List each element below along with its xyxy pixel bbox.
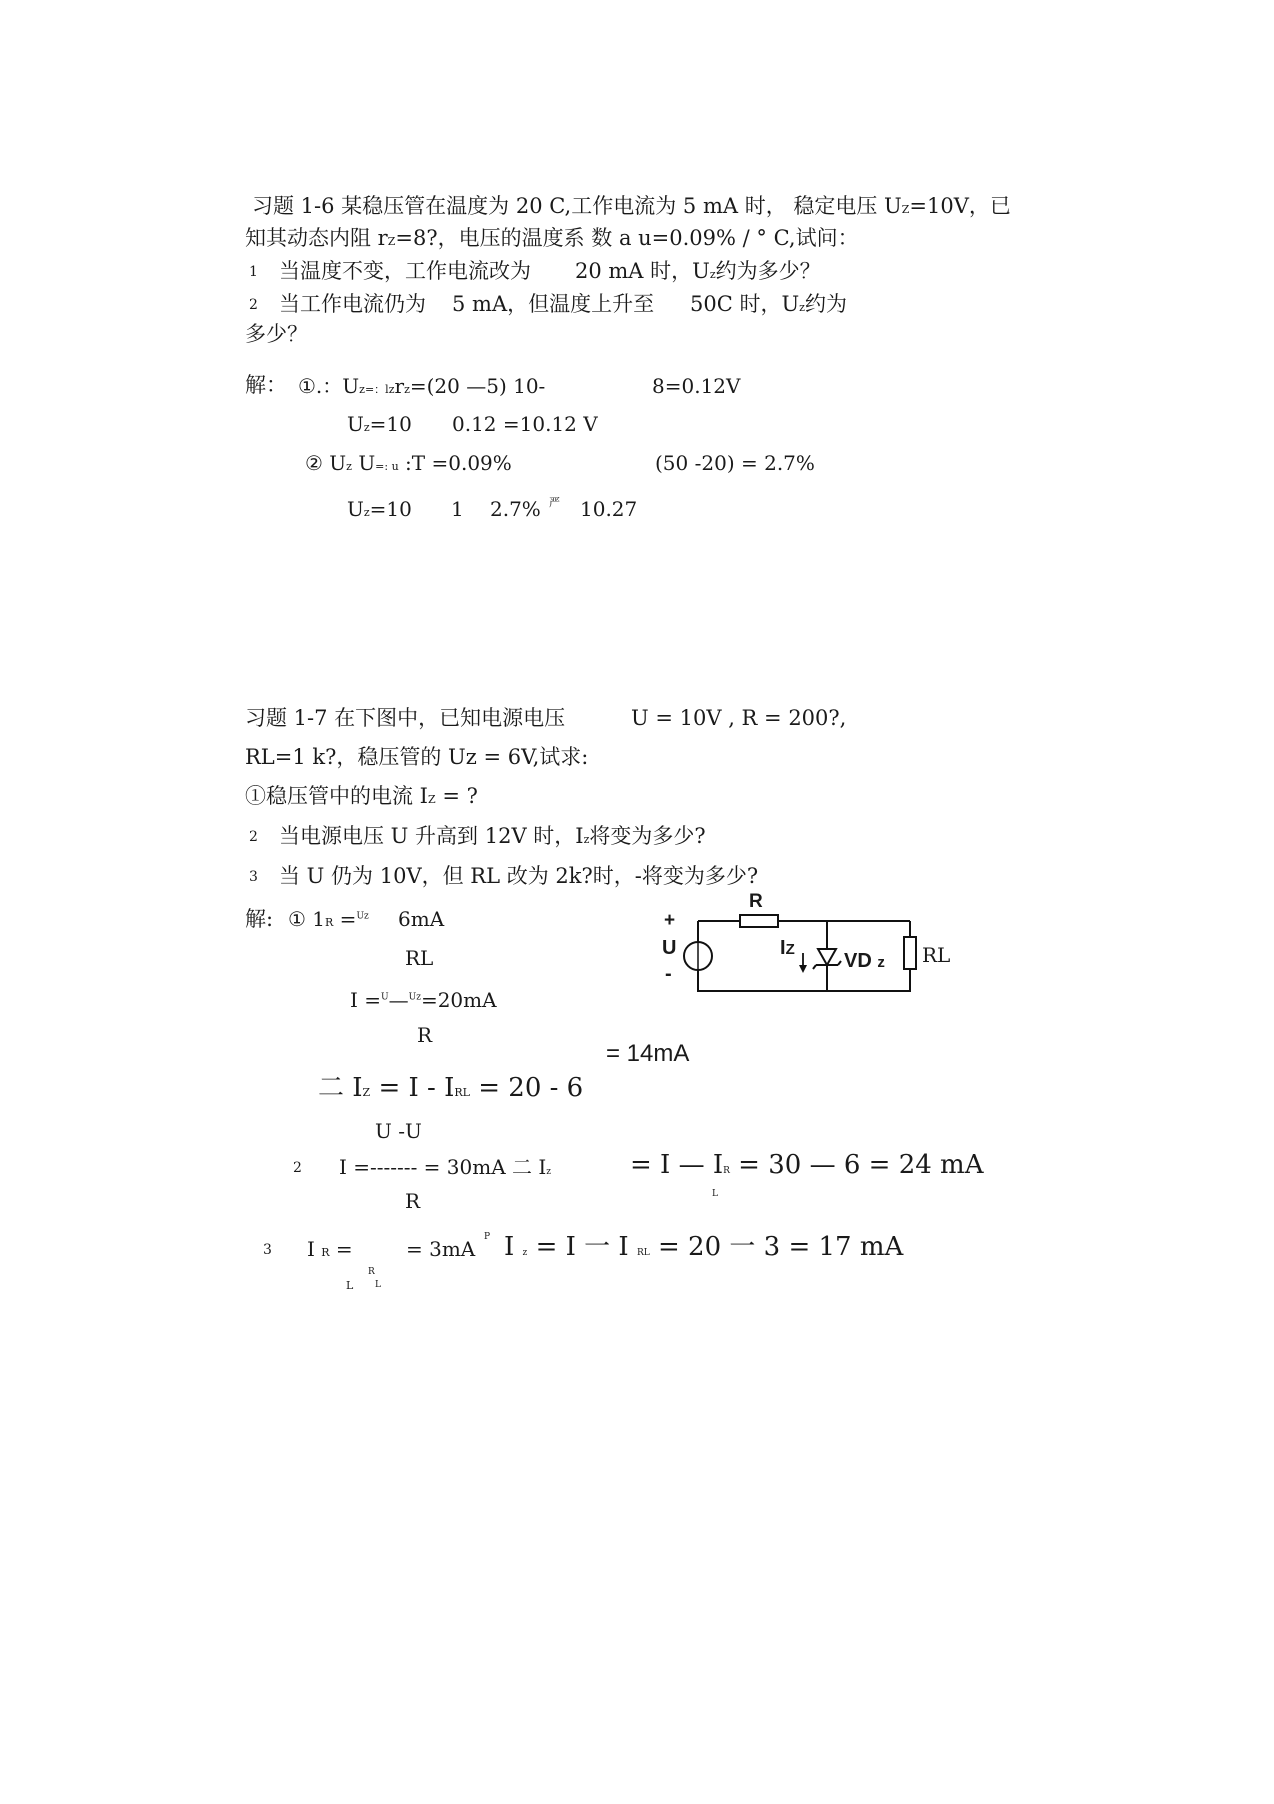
resistor-r [740,915,778,927]
p16-q2-text-c: 50C 时，Uz约为 [690,292,847,316]
p16-line1: 习题 1-6 某稳压管在温度为 20 C,工作电流为 5 mA 时， 稳定电压 UZ=10V，已 [252,194,1011,218]
circuit-r-label: R [749,891,763,912]
circuit-svg [650,895,950,1010]
p17-line1-a: 习题 1-7 在下图中，已知电源电压 [245,706,566,730]
s16-line3-b: (50 -20) = 2.7% [655,451,815,475]
s16-line1-end: 8=0.12V [652,374,741,398]
p17-q3-number: 3 [249,869,258,885]
s17-p2-number: 2 [293,1160,302,1176]
s17-p2-subscript-l: L [712,1189,718,1199]
s17-rl-denominator: RL [405,946,434,970]
s17-r-denominator: R [417,1023,433,1047]
p16-q2-text-e: 多少？ [245,322,308,346]
s17-p3-number: 3 [263,1242,272,1258]
s16-line2-b: 0.12 =10.12 V [452,412,598,436]
circuit-iz-label: IZ [780,937,795,959]
s16-line4-d: 10.27 [580,497,638,521]
s17-p3-den-r: R [368,1267,375,1277]
s17-p3-iz: I z = I 一 I RL = 20 一 3 = 17 mA [504,1232,904,1262]
circuit-minus: - [665,963,672,985]
circuit-rl-label: RL [922,943,951,967]
s17-i-formula: I =$^U$—$^{Uz}$=20mA [350,988,497,1012]
p17-q2: 当电源电压 U 升高到 12V 时，Iz将变为多少? [279,824,706,848]
s16-jie: 解： [245,373,287,397]
s17-iz-formula: 二 IZ = I - IRL = 20 - 6 [318,1073,584,1103]
p16-q1-text-a: 当温度不变，工作电流改为 [279,259,531,283]
s17-p2-denominator: R [405,1189,421,1213]
s17-ir: ① 1R =$^{Uz}$ [288,907,369,931]
s17-p3-den-l2: L [375,1280,381,1290]
s16-line4-mark: 严 [549,496,560,509]
p17-line1-b: U = 10V , R = 200?, [631,706,847,730]
p17-q1: ①稳压管中的电流 IZ = ? [245,784,478,808]
s16-line1: ①.：Uz=：lzrz=(20 —5) 10- [298,374,546,398]
s17-p3-den-l: L [346,1279,354,1292]
p16-q2-text-b: 5 mA，但温度上升至 [452,292,655,316]
circuit-vdz-label: VD z [844,950,885,972]
circuit-u-label: U [662,937,677,959]
s16-line2-a: Uz=10 [347,412,412,436]
s17-u-minus-u: U -U [375,1119,422,1143]
circuit-plus: + [664,910,676,931]
zener-circuit-diagram [650,891,951,1014]
current-arrow-head-icon [799,965,807,973]
zener-diode-icon [818,949,836,965]
p17-q3: 当 U 仍为 10V，但 RL 改为 2k?时，-将变为多少? [279,864,759,888]
s17-ir-value: 6mA [398,907,445,931]
p16-q1-text-b: 20 mA 时，Uz约为多少？ [575,259,821,283]
s16-line3-a: ② Uz U=: u :T =0.09% [305,451,512,475]
s16-line4-c: 2.7% [490,497,541,521]
p17-q2-number: 2 [249,829,258,845]
resistor-rl [904,937,916,969]
s17-p2-b: = I — IR = 30 — 6 = 24 mA [630,1150,984,1180]
p17-line2: RL=1 k?，稳压管的 Uz = 6V,试求: [245,745,589,769]
s17-p2-a: I =------- = 30mA 二 Iz [339,1155,552,1179]
p16-q2-text-a: 当工作电流仍为 [279,292,426,316]
p16-line2: 知其动态内阻 rZ=8?，电压的温度系 数 a u=0.09% / ° C,试问： [245,226,859,250]
s17-p3-mark: P [484,1232,491,1242]
p16-q1-number: 1 [249,264,258,280]
s16-line4-a: Uz=10 [347,497,412,521]
s17-p3-a: I R = [307,1237,353,1261]
s17-result-14ma: = 14mA [606,1040,690,1067]
s17-jie: 解: [245,907,274,931]
s17-p3-value: = 3mA [406,1237,476,1261]
p16-q2-number: 2 [249,297,258,313]
s16-line4-b: 1 [451,497,464,521]
